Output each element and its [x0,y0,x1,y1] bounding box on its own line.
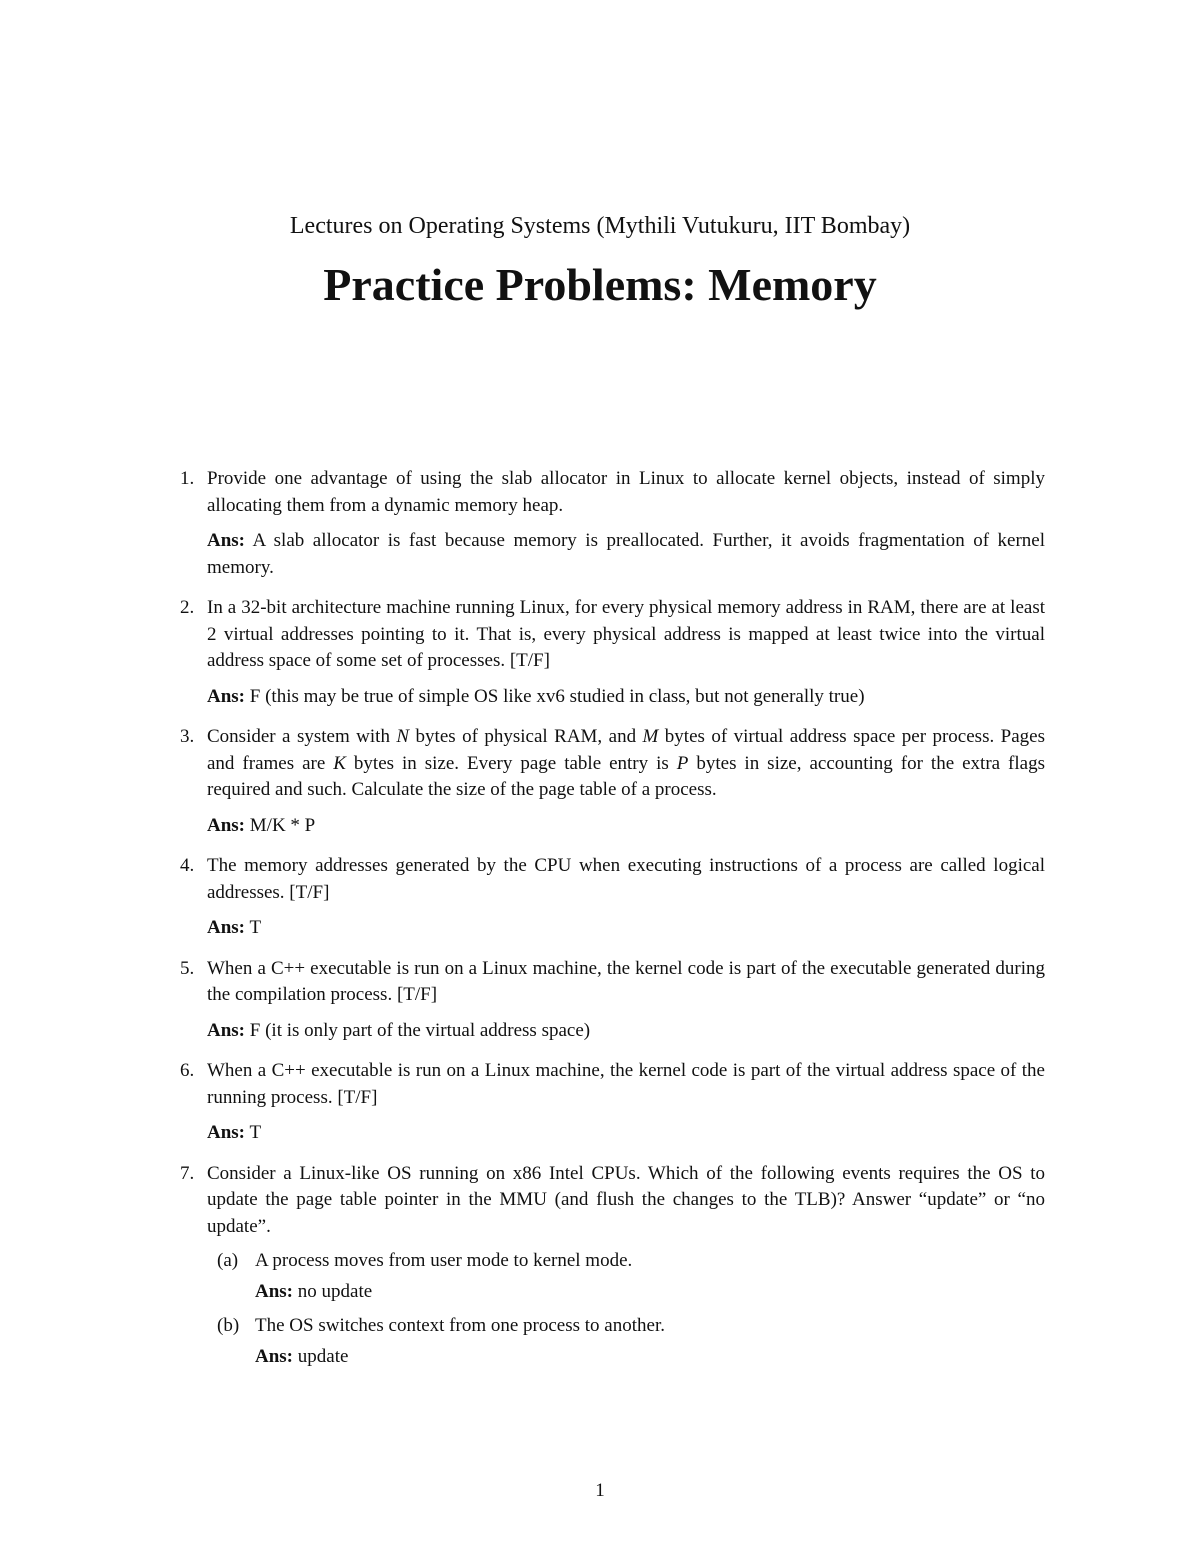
math-var-m: M [642,726,659,747]
page-number: 1 [595,1480,605,1501]
subpart-number: (a) [217,1250,239,1271]
question-text: Consider a Linux-like OS running on x86 Intel CPUs. Which of the following events requires the OS to update the page table pointer in the MMU (and flush the changes to the TLB)? Answer “update” or “no update”. [207,1162,1045,1237]
answer-text: A slab allocator is fast because memory is preallocated. Further, it avoids fragmentation of kernel memory. [207,530,1046,578]
question-number: 6. [180,1060,195,1081]
answer-label: Ans: [207,1122,246,1143]
subpart-a [217,1248,1045,1305]
question-number: 4. [180,855,195,876]
answer-text: F (it is only part of the virtual address space) [249,1019,591,1041]
subpart-b [217,1313,1045,1370]
math-var-k: K [333,752,346,774]
answer-text: no update [297,1280,373,1302]
answer-label: Ans: [207,814,246,836]
question-text: Consider a system with N bytes of physical RAM, and M bytes of virtual address space per process. Pages and frames are K bytes in size. Every page table entry is P bytes in size, accounting for the extra flags required and such. Calculate the size of the page table of a process. [207,726,1045,800]
subpart-text: A process moves from user mode to kernel mode. [255,1250,633,1271]
answer-label: Ans: [207,917,246,938]
answer [207,1120,1045,1147]
answer-label: Ans: [255,1280,294,1302]
answer-label: Ans: [207,1019,246,1041]
question-5 [180,956,1045,1045]
page-title: Practice Problems: Memory [323,259,877,310]
question-number: 7. [180,1162,195,1184]
question-3 [180,724,1045,839]
answer-text: T [249,1122,262,1143]
question-1 [180,466,1046,581]
answer [207,684,1045,711]
question-text: In a 32-bit architecture machine running Linux, for every physical memory address in RAM, there are at least 2 virtual addresses pointing to it. That is, every physical address is mapped at least twice into the virtual address space of some set of processes. [T/F] [207,597,1045,671]
answer [255,1344,1045,1371]
answer-text: M/K * P [249,814,316,836]
subpart-number: (b) [217,1315,240,1336]
question-number: 1. [180,468,195,489]
math-var-p: P [676,752,689,774]
answer [207,1018,1045,1045]
answer [207,528,1045,581]
answer-label: Ans: [255,1345,294,1367]
answer-text: T [249,917,262,938]
question-number: 5. [180,957,195,979]
answer [207,813,1045,840]
question-7 [180,1161,1045,1371]
question-text: When a C++ executable is run on a Linux machine, the kernel code is part of the executable generated during the compilation process. [T/F] [207,957,1045,1005]
question-4 [180,853,1045,942]
question-text: Provide one advantage of using the slab allocator in Linux to allocate kernel objects, instead of simply allocating them from a dynamic memory heap. [207,468,1045,516]
answer [207,915,1045,942]
subpart-text: The OS switches context from one process to another. [255,1315,665,1336]
question-number: 3. [180,726,195,747]
answer-label: Ans: [207,685,246,707]
question-6 [180,1058,1045,1147]
question-text: The memory addresses generated by the CPU when executing instructions of a process are called logical addresses. [T/F] [207,855,1045,903]
answer-text: F (this may be true of simple OS like xv6 studied in class, but not generally true) [249,685,865,707]
question-number: 2. [180,597,195,618]
problem-list [180,466,1046,1384]
math-var-n: N [396,726,410,747]
course-subtitle: Lectures on Operating Systems (Mythili Vutukuru, IIT Bombay) [289,213,911,239]
answer-text: update [297,1345,349,1367]
answer [255,1279,1045,1306]
answer-label: Ans: [207,530,246,551]
question-text: When a C++ executable is run on a Linux machine, the kernel code is part of the virtual address space of the running process. [T/F] [207,1060,1045,1108]
question-2 [180,595,1045,710]
